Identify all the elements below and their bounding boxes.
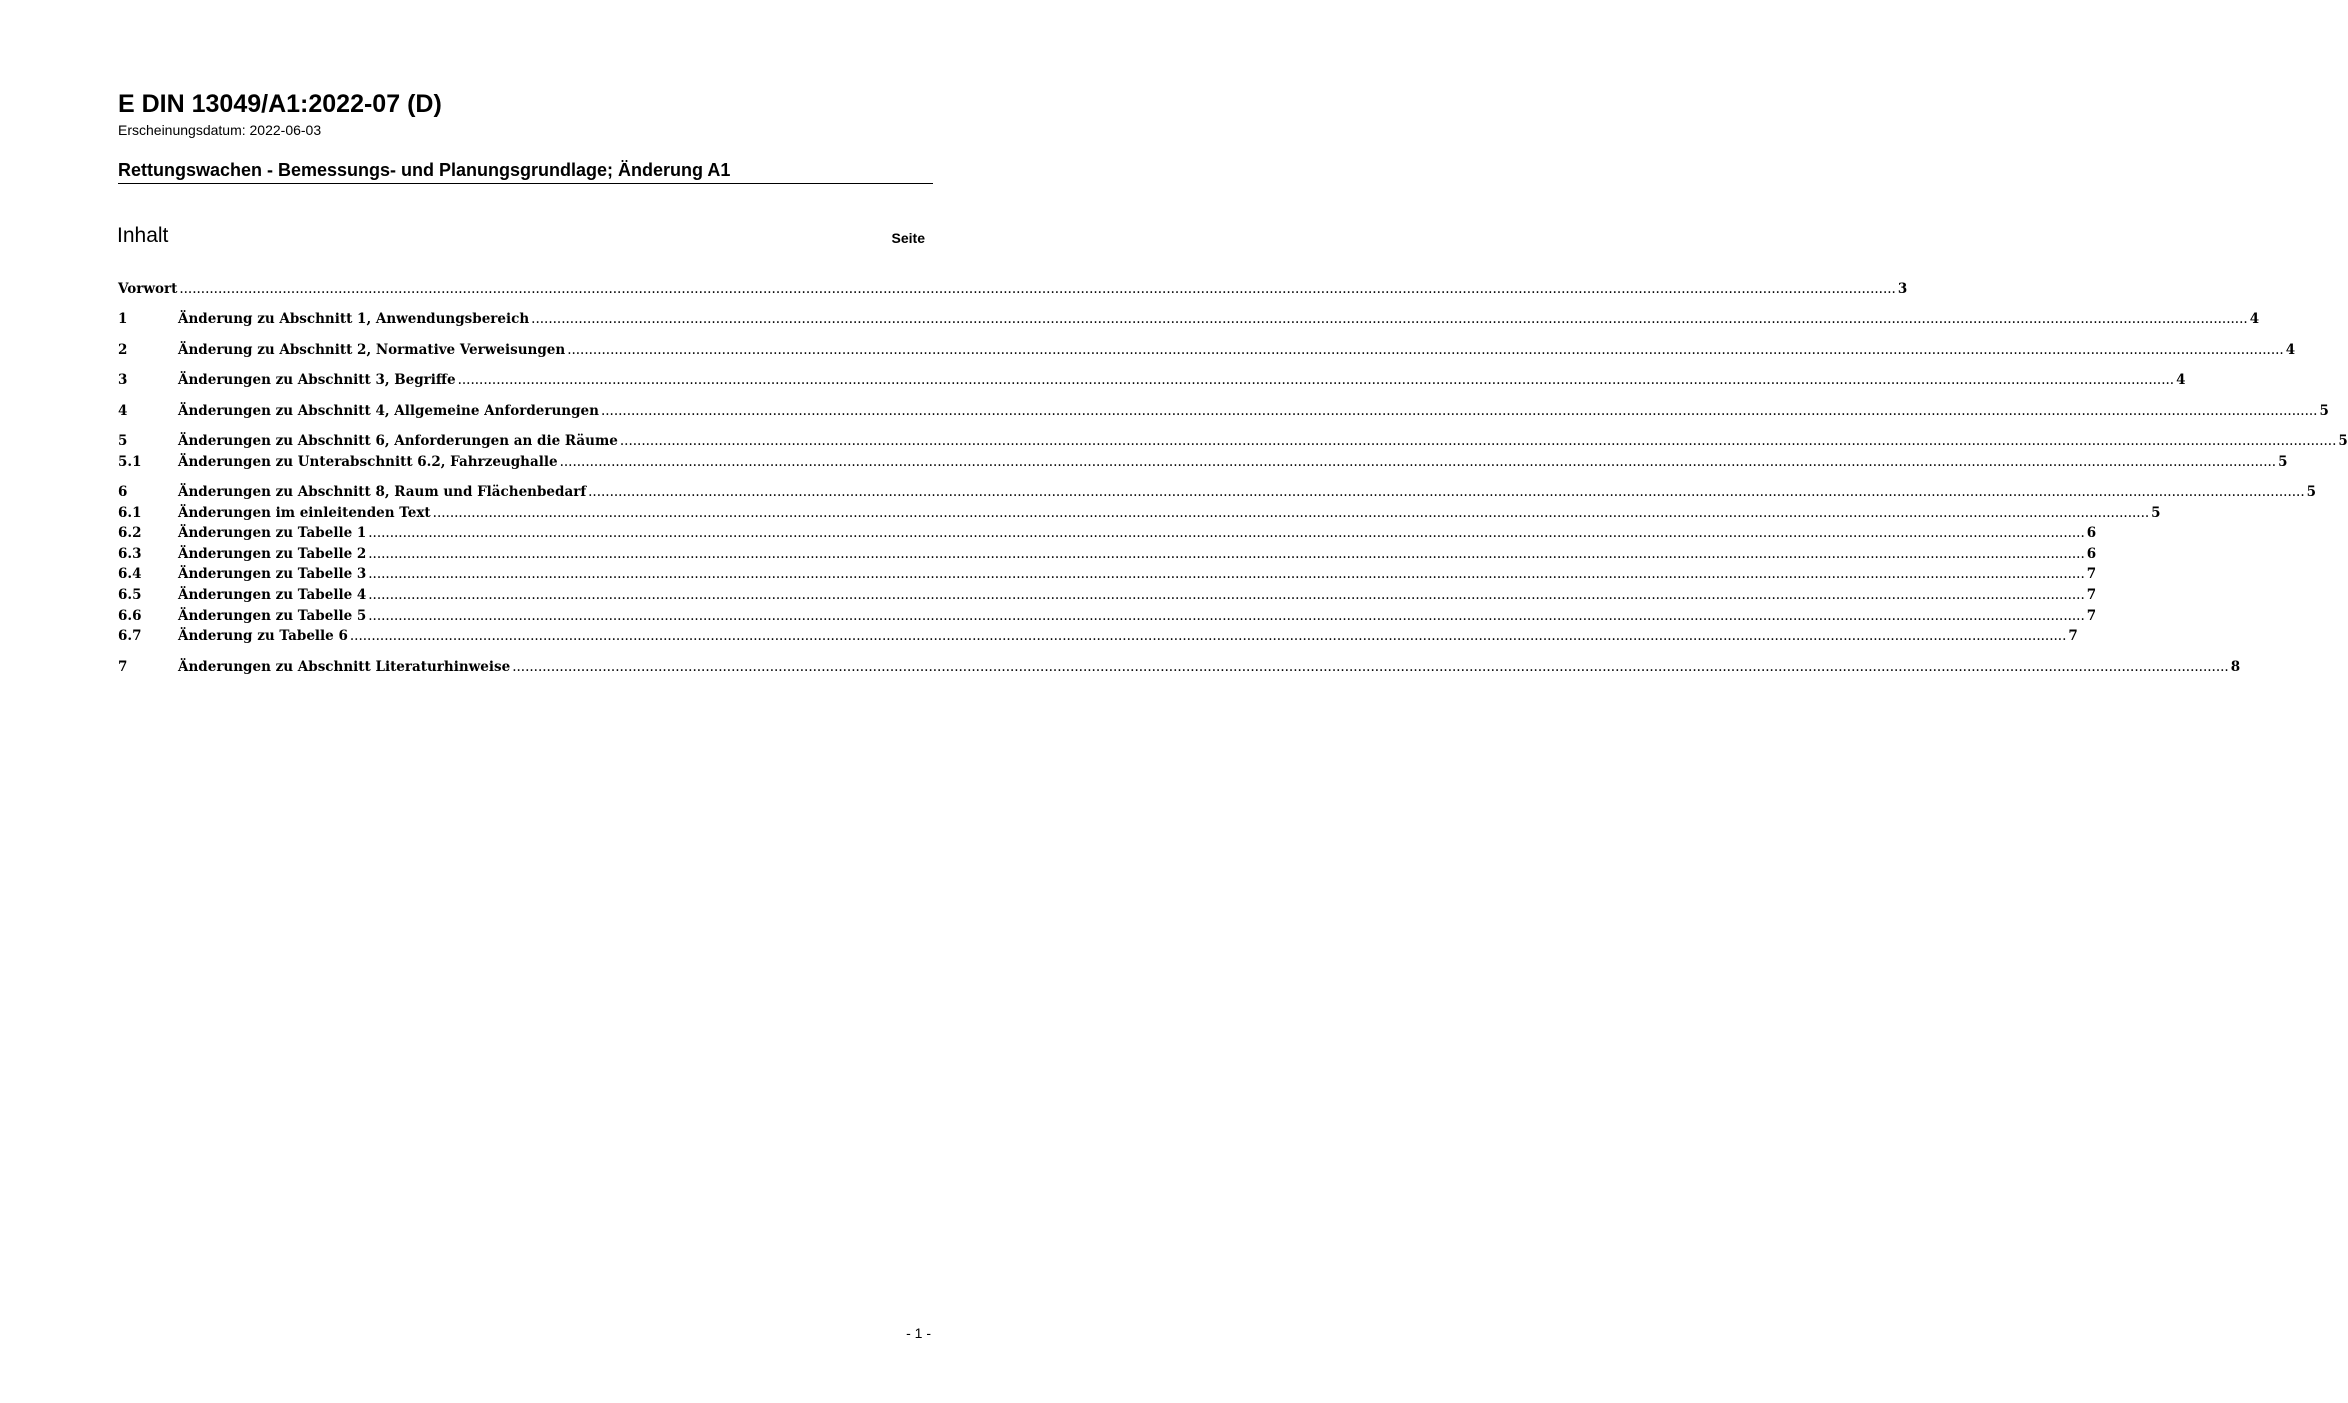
toc-entry-title: Änderung zu Tabelle 6 [178,628,348,644]
toc-entry-title: Änderungen zu Abschnitt 6, Anforderungen an die Räume [178,433,618,449]
toc-entry-6[interactable] [118,482,2317,503]
toc-entry-2[interactable] [118,340,2296,361]
toc-entry-page: 5 [2338,433,2348,449]
toc-entry-number: 5 [118,433,128,449]
toc-entry-number: 7 [118,659,128,675]
toc-entry-4[interactable] [118,401,2329,422]
toc-entry-page: 7 [2068,628,2078,644]
toc-entry-title: Änderung zu Abschnitt 2, Normative Verweisungen [178,342,566,358]
toc-entry-number: 6.7 [118,628,142,644]
toc-dot-leader: ................................................................................................................................................................................................................................................................................................................................................................................................................ [368,546,2085,562]
toc-entry-title: Änderungen zu Tabelle 4 [178,587,367,603]
toc-entry-3[interactable] [118,370,2186,391]
toc-entry-number: 1 [118,311,128,327]
toc-entry-number: 6.3 [118,546,142,562]
toc-dot-leader: ................................................................................................................................................................................................................................................................................................................................................................................................................ [567,342,2284,358]
toc-entry-page: 4 [2176,372,2186,388]
toc-entry-7[interactable] [118,657,2241,678]
toc-dot-leader: ................................................................................................................................................................................................................................................................................................................................................................................................................ [179,281,1896,297]
toc-entry-title: Änderungen zu Tabelle 1 [178,525,367,541]
toc-dot-leader: ................................................................................................................................................................................................................................................................................................................................................................................................................ [619,433,2337,449]
toc-entry-title: Änderungen zu Abschnitt 4, Allgemeine Anforderungen [178,403,599,419]
toc-dot-leader: ................................................................................................................................................................................................................................................................................................................................................................................................................ [588,484,2305,500]
toc-entry-page: 5 [2319,403,2329,419]
toc-entry-5[interactable] [118,431,2348,452]
document-title: Rettungswachen - Bemessungs- und Planungsgrundlage; Änderung A1 [118,158,933,184]
toc-entry-title: Änderungen zu Tabelle 5 [178,608,367,624]
toc-entry-6-2[interactable] [118,523,2097,544]
toc-entry-6-3[interactable] [118,544,2097,565]
page-number: - 1 - [906,1325,931,1341]
toc-entry-page: 4 [2249,311,2260,327]
toc-dot-leader: ................................................................................................................................................................................................................................................................................................................................................................................................................ [559,454,2277,470]
toc-dot-leader: ................................................................................................................................................................................................................................................................................................................................................................................................................ [512,659,2229,675]
toc-entry-6-1[interactable] [118,503,2161,524]
toc-entry-page: 8 [2230,659,2241,675]
toc-entry-number: 6.5 [118,587,142,603]
toc-entry-number: 4 [118,403,128,419]
toc-entry-1[interactable] [118,309,2260,330]
toc-entry-6-6[interactable] [118,606,2097,627]
toc-entry-title: Änderungen zu Tabelle 2 [178,546,367,562]
toc-entry-title: Änderungen zu Tabelle 3 [178,566,367,582]
toc-dot-leader: ................................................................................................................................................................................................................................................................................................................................................................................................................ [368,608,2085,624]
toc-entry-page: 6 [2086,546,2097,562]
toc-entry-page: 4 [2285,342,2296,358]
toc-entry-number: 5.1 [118,454,142,470]
toc-entry-number: 2 [118,342,128,358]
toc-entry-title: Vorwort [118,281,178,297]
toc-dot-leader: ................................................................................................................................................................................................................................................................................................................................................................................................................ [600,403,2318,419]
toc-dot-leader: ................................................................................................................................................................................................................................................................................................................................................................................................................ [368,566,2085,582]
publication-date: Erscheinungsdatum: 2022-06-03 [118,122,322,138]
toc-entry-6-5[interactable] [118,585,2097,606]
toc-entry-title: Änderungen zu Unterabschnitt 6.2, Fahrzeughalle [178,454,558,470]
toc-entry-page: 5 [2306,484,2317,500]
toc-dot-leader: ................................................................................................................................................................................................................................................................................................................................................................................................................ [457,372,2175,388]
toc-entry-number: 3 [118,372,128,388]
toc-entry-6-4[interactable] [118,564,2097,585]
toc-entry-title: Änderungen zu Abschnitt Literaturhinweise [178,659,511,675]
toc-entry-title: Änderungen im einleitenden Text [178,505,431,521]
toc-heading: Inhalt [117,224,169,247]
toc-entry-page: 3 [1897,281,1908,297]
toc-entry-number: 6.6 [118,608,142,624]
toc-entry-5-1[interactable] [118,452,2288,473]
toc-entry-number: 6 [118,484,128,500]
toc-entry-number: 6.1 [118,505,142,521]
toc-entry-page: 7 [2086,566,2097,582]
toc-dot-leader: ................................................................................................................................................................................................................................................................................................................................................................................................................ [531,311,2248,327]
toc-entry-page: 5 [2151,505,2161,521]
document-id: E DIN 13049/A1:2022-07 (D) [118,90,442,118]
toc-entry-page: 5 [2278,454,2288,470]
toc-entry-page: 6 [2086,525,2097,541]
toc-entry-vorwort[interactable] [118,279,1908,300]
toc-entry-title: Änderung zu Abschnitt 1, Anwendungsbereich [178,311,530,327]
toc-dot-leader: ................................................................................................................................................................................................................................................................................................................................................................................................................ [368,587,2085,603]
toc-dot-leader: ................................................................................................................................................................................................................................................................................................................................................................................................................ [349,628,2067,644]
toc-entry-6-7[interactable] [118,626,2078,647]
toc-entry-page: 7 [2086,587,2097,603]
toc-page-column-label: Seite [891,230,925,246]
toc-entry-title: Änderungen zu Abschnitt 3, Begriffe [178,372,456,388]
toc-entry-number: 6.4 [118,566,142,582]
toc-dot-leader: ................................................................................................................................................................................................................................................................................................................................................................................................................ [432,505,2150,521]
toc-entry-title: Änderungen zu Abschnitt 8, Raum und Flächenbedarf [178,484,587,500]
toc-entry-number: 6.2 [118,525,142,541]
toc-dot-leader: ................................................................................................................................................................................................................................................................................................................................................................................................................ [368,525,2085,541]
toc-entry-page: 7 [2086,608,2097,624]
